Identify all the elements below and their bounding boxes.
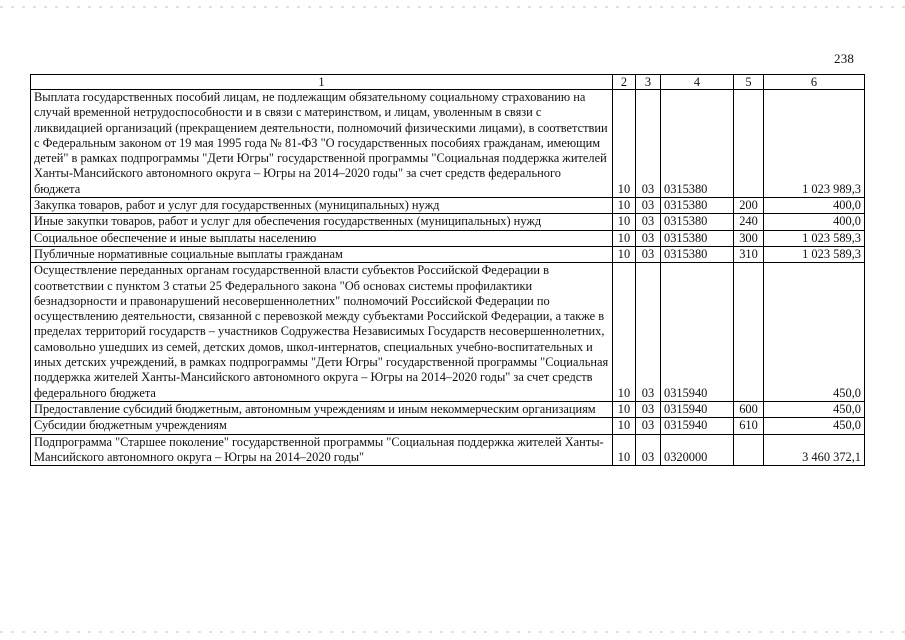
row-section: 10 [613, 246, 636, 262]
row-subsection: 03 [636, 230, 661, 246]
table-row [31, 418, 865, 434]
row-section: 10 [613, 214, 636, 230]
row-target-code: 0315940 [661, 401, 734, 417]
table-row [31, 230, 865, 246]
row-amount: 1 023 989,3 [764, 90, 865, 198]
row-expense-type: 600 [734, 401, 764, 417]
header-col-6: 6 [764, 75, 865, 90]
row-amount: 400,0 [764, 198, 865, 214]
row-name: Осуществление переданных органам государственной власти субъектов Российской Федерации в соответствии с пунктом 3 статьи 25 Федерального закона "Об основах системы профилактики безнадзорности и правонарушений несовершеннолетних" полномочий Российской Федерации по осуществлению деятельности, связанной с перевозкой между субъектами Российской Федерации, а также в пределах территорий государств – участников Содружества Независимых Государств несовершеннолетних, самовольно ушедших из семей, детских домов, школ-интернатов, специальных учебно-воспитательных и иных детских учреждений, в рамках подпрограммы "Дети Югры" государственной программы "Социальная поддержка жителей Ханты-Мансийского автономного округа – Югры на 2014–2020 годы" за счет средств федерального бюджета [31, 263, 613, 402]
table-row [31, 434, 865, 466]
row-subsection: 03 [636, 418, 661, 434]
row-name: Социальное обеспечение и иные выплаты населению [31, 230, 613, 246]
row-section: 10 [613, 90, 636, 198]
budget-table [30, 74, 865, 466]
row-section: 10 [613, 230, 636, 246]
row-target-code: 0315380 [661, 214, 734, 230]
row-amount: 450,0 [764, 418, 865, 434]
header-col-2: 2 [613, 75, 636, 90]
row-expense-type: 610 [734, 418, 764, 434]
row-subsection: 03 [636, 401, 661, 417]
row-name: Предоставление субсидий бюджетным, автономным учреждениям и иным некоммерческим организациям [31, 401, 613, 417]
row-subsection: 03 [636, 263, 661, 402]
row-subsection: 03 [636, 90, 661, 198]
row-amount: 1 023 589,3 [764, 246, 865, 262]
row-subsection: 03 [636, 214, 661, 230]
row-name: Закупка товаров, работ и услуг для государственных (муниципальных) нужд [31, 198, 613, 214]
page-number: 238 [834, 51, 855, 66]
row-expense-type [734, 90, 764, 198]
row-subsection: 03 [636, 198, 661, 214]
row-target-code: 0315940 [661, 263, 734, 402]
row-subsection: 03 [636, 434, 661, 466]
row-amount: 400,0 [764, 214, 865, 230]
scan-artifact-bottom [0, 631, 905, 633]
row-name: Выплата государственных пособий лицам, не подлежащим обязательному социальному страхованию на случай временной нетрудоспособности и в связи с материнством, и лицам, уволенным в связи с ликвидацией организаций (прекращением деятельности, полномочий физическими лицами), в соответствии с Федеральным законом от 19 мая 1995 года № 81-ФЗ "О государственных пособиях гражданам, имеющим детей" в рамках подпрограммы "Дети Югры" государственной программы "Социальная поддержка жителей Ханты-Мансийского автономного округа – Югры на 2014–2020 годы" за счет средств федерального бюджета [31, 90, 613, 198]
row-expense-type [734, 434, 764, 466]
row-section: 10 [613, 401, 636, 417]
row-section: 10 [613, 263, 636, 402]
row-name: Иные закупки товаров, работ и услуг для обеспечения государственных (муниципальных) нужд [31, 214, 613, 230]
row-expense-type: 310 [734, 246, 764, 262]
header-col-3: 3 [636, 75, 661, 90]
row-section: 10 [613, 418, 636, 434]
header-col-1: 1 [31, 75, 613, 90]
header-col-5: 5 [734, 75, 764, 90]
header-col-4: 4 [661, 75, 734, 90]
table-row [31, 198, 865, 214]
row-target-code: 0315940 [661, 418, 734, 434]
row-expense-type: 200 [734, 198, 764, 214]
row-name: Субсидии бюджетным учреждениям [31, 418, 613, 434]
table-row [31, 263, 865, 402]
row-name: Публичные нормативные социальные выплаты гражданам [31, 246, 613, 262]
table-row [31, 401, 865, 417]
row-target-code: 0315380 [661, 90, 734, 198]
row-target-code: 0315380 [661, 198, 734, 214]
table-header-row [31, 75, 865, 90]
row-target-code: 0315380 [661, 230, 734, 246]
row-amount: 450,0 [764, 401, 865, 417]
row-expense-type: 300 [734, 230, 764, 246]
row-subsection: 03 [636, 246, 661, 262]
row-target-code: 0320000 [661, 434, 734, 466]
row-name: Подпрограмма "Старшее поколение" государственной программы "Социальная поддержка жителей Ханты-Мансийского автономного округа – Югры на 2014–2020 годы" [31, 434, 613, 466]
row-expense-type [734, 263, 764, 402]
row-amount: 450,0 [764, 263, 865, 402]
table-row [31, 214, 865, 230]
table-row [31, 246, 865, 262]
row-section: 10 [613, 434, 636, 466]
row-target-code: 0315380 [661, 246, 734, 262]
table-row [31, 90, 865, 198]
row-amount: 3 460 372,1 [764, 434, 865, 466]
row-amount: 1 023 589,3 [764, 230, 865, 246]
row-expense-type: 240 [734, 214, 764, 230]
row-section: 10 [613, 198, 636, 214]
scan-artifact-top [0, 6, 905, 8]
